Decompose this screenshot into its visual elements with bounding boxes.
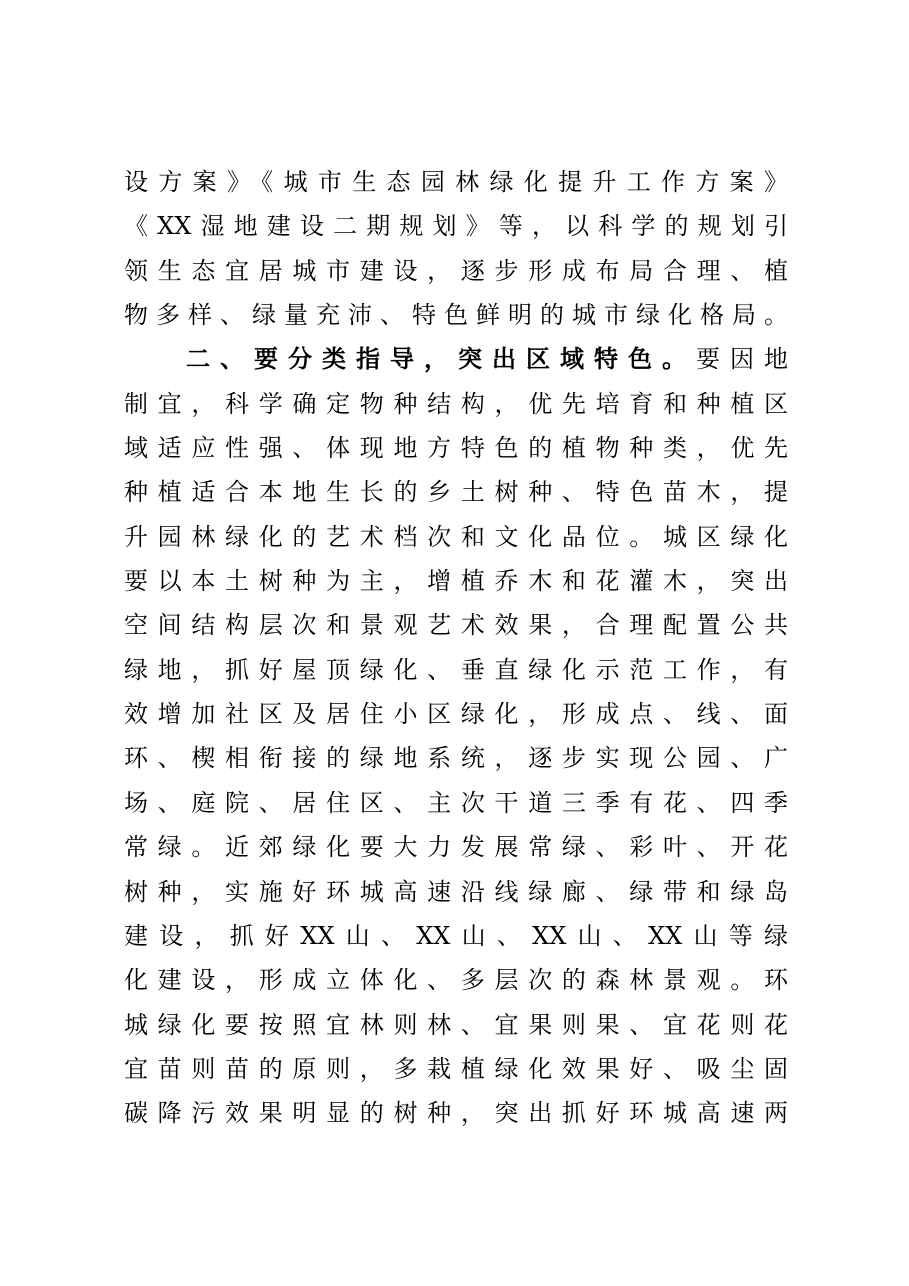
text-line: 建设，抓好XX山、XX山、XX山、XX山等绿 [124,921,788,950]
text-line: 宜苗则苗的原则，多栽植绿化效果好、吸尘固 [124,1054,788,1083]
text-line: 制宜，科学确定物种结构，优先培育和种植区 [124,389,788,418]
text-line: 领生态宜居城市建设，逐步形成布局合理、植 [124,256,788,285]
section-heading-line [124,337,788,381]
text-line: 设方案》《城市生态园林绿化提升工作方案》 [124,168,788,196]
section-heading: 二、要分类指导，突出区域特色。 [186,344,696,374]
body-text [124,160,788,1136]
text-line: 树种，实施好环城高速沿线绿廊、绿带和绿岛 [124,877,788,906]
text-line: 空间结构层次和景观艺术效果，合理配置公共 [124,611,788,640]
heading-line-rest: 要因地 [696,345,788,374]
text-line: 环、楔相衔接的绿地系统，逐步实现公园、广 [124,744,788,773]
text-line: 物多样、绿量充沛、特色鲜明的城市绿化格局。 [124,301,788,330]
text-line: 城绿化要按照宜林则林、宜果则果、宜花则花 [124,1010,788,1039]
text-line: 场、庭院、居住区、主次干道三季有花、四季 [124,788,788,817]
text-line: 升园林绿化的艺术档次和文化品位。城区绿化 [124,522,788,551]
text-line: 种植适合本地生长的乡土树种、特色苗木，提 [124,478,788,507]
text-line: 常绿。近郊绿化要大力发展常绿、彩叶、开花 [124,833,788,862]
text-line: 域适应性强、体现地方特色的植物种类，优先 [124,434,788,463]
text-line: 《XX湿地建设二期规划》等，以科学的规划引 [124,212,788,241]
text-line: 碳降污效果明显的树种，突出抓好环城高速两 [124,1099,788,1128]
text-line: 化建设，形成立体化、多层次的森林景观。环 [124,966,788,995]
text-line: 要以本土树种为主，增植乔木和花灌木，突出 [124,567,788,596]
text-line: 效增加社区及居住小区绿化，形成点、线、面 [124,700,788,729]
text-line: 绿地，抓好屋顶绿化、垂直绿化示范工作，有 [124,655,788,684]
